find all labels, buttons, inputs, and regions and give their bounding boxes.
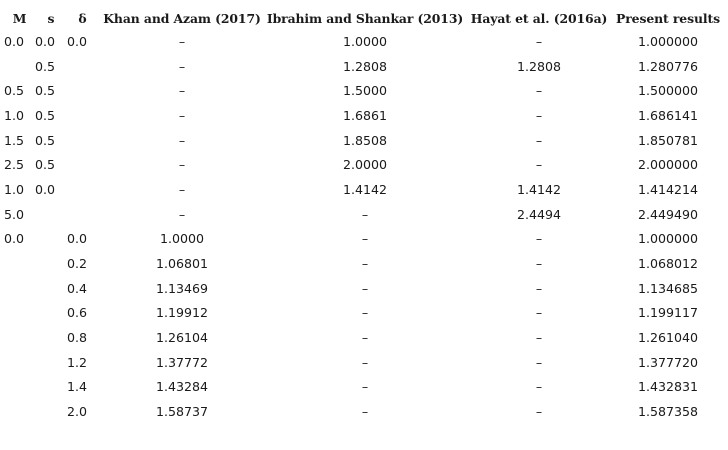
cell-khan-azam: – (178, 157, 186, 173)
cell-m (4, 301, 35, 326)
cell-ibrahim-shankar: – (361, 280, 369, 296)
cell-khan-azam: – (178, 107, 186, 123)
table-row (4, 350, 722, 375)
cell-ibrahim-shankar: 1.6861 (342, 107, 388, 123)
cell-delta (67, 54, 98, 79)
cell-hayat: – (535, 231, 543, 247)
header-khan-azam: Khan and Azam (2017) (103, 10, 261, 26)
cell-khan-azam: 1.43284 (155, 379, 209, 395)
cell-m (4, 375, 35, 400)
cell-delta (67, 177, 98, 202)
cell-ibrahim-shankar: – (361, 404, 369, 420)
cell-delta (67, 78, 98, 103)
table-row (4, 375, 722, 400)
cell-delta: 0.8 (67, 330, 88, 346)
cell-m: 5.0 (4, 206, 25, 222)
cell-hayat: 2.4494 (516, 206, 562, 222)
cell-s (35, 227, 67, 252)
cell-m: 1.0 (4, 107, 25, 123)
cell-khan-azam: – (178, 83, 186, 99)
cell-delta: 2.0 (67, 404, 88, 420)
cell-hayat: – (535, 354, 543, 370)
cell-delta: 0.2 (67, 256, 88, 272)
table-row (4, 301, 722, 326)
cell-s (35, 399, 67, 424)
cell-delta (67, 202, 98, 227)
cell-s: 0.5 (35, 132, 56, 148)
cell-hayat: – (535, 280, 543, 296)
cell-present-results: 1.000000 (637, 33, 699, 49)
table-body (4, 29, 722, 424)
cell-m (4, 251, 35, 276)
cell-hayat: – (535, 330, 543, 346)
cell-present-results: 1.199117 (637, 305, 699, 321)
cell-m: 0.0 (4, 33, 25, 49)
cell-delta: 0.4 (67, 280, 88, 296)
table-row (4, 202, 722, 227)
cell-hayat: – (535, 33, 543, 49)
cell-ibrahim-shankar: – (361, 379, 369, 395)
table-header (4, 7, 722, 29)
cell-khan-azam: 1.37772 (155, 354, 209, 370)
table-row (4, 177, 722, 202)
cell-present-results: 1.500000 (637, 83, 699, 99)
cell-delta (67, 152, 98, 177)
cell-s: 0.5 (35, 157, 56, 173)
cell-present-results: 1.377720 (637, 354, 699, 370)
cell-khan-azam: – (178, 33, 186, 49)
cell-m: 0.5 (4, 83, 25, 99)
cell-present-results: 2.449490 (637, 206, 699, 222)
cell-ibrahim-shankar: – (361, 305, 369, 321)
cell-s: 0.5 (35, 83, 56, 99)
cell-s (35, 375, 67, 400)
cell-s (35, 325, 67, 350)
cell-ibrahim-shankar: 1.0000 (342, 33, 388, 49)
cell-present-results: 1.261040 (637, 330, 699, 346)
header-s: s (47, 10, 55, 26)
table-row (4, 29, 722, 54)
header-hayat: Hayat et al. (2016a) (470, 10, 608, 26)
cell-present-results: 1.432831 (637, 379, 699, 395)
cell-present-results: 1.068012 (637, 256, 699, 272)
table-row (4, 103, 722, 128)
cell-m (4, 350, 35, 375)
cell-s (35, 276, 67, 301)
cell-ibrahim-shankar: 1.5000 (342, 83, 388, 99)
header-delta: δ (78, 10, 87, 26)
cell-khan-azam: – (178, 58, 186, 74)
cell-s: 0.5 (35, 107, 56, 123)
table-row (4, 251, 722, 276)
cell-m (4, 276, 35, 301)
cell-m: 1.5 (4, 132, 25, 148)
cell-khan-azam: – (178, 206, 186, 222)
cell-present-results: 1.134685 (637, 280, 699, 296)
cell-khan-azam: 1.06801 (155, 256, 209, 272)
cell-s: 0.0 (35, 33, 56, 49)
cell-s (35, 350, 67, 375)
cell-khan-azam: – (178, 181, 186, 197)
cell-m: 2.5 (4, 157, 25, 173)
table-row (4, 152, 722, 177)
header-m: M (12, 10, 27, 26)
table-row (4, 227, 722, 252)
cell-s (35, 301, 67, 326)
cell-hayat: 1.4142 (516, 181, 562, 197)
results-comparison-table (4, 7, 722, 424)
cell-khan-azam: 1.0000 (159, 231, 205, 247)
cell-hayat: – (535, 305, 543, 321)
cell-hayat: 1.2808 (516, 58, 562, 74)
cell-khan-azam: 1.13469 (155, 280, 209, 296)
cell-m: 1.0 (4, 181, 25, 197)
table-row (4, 54, 722, 79)
table-row (4, 128, 722, 153)
cell-ibrahim-shankar: – (361, 256, 369, 272)
cell-s: 0.5 (35, 58, 56, 74)
cell-ibrahim-shankar: 1.4142 (342, 181, 388, 197)
cell-delta (67, 103, 98, 128)
cell-m: 0.0 (4, 231, 25, 247)
table-row (4, 399, 722, 424)
cell-hayat: – (535, 379, 543, 395)
cell-delta: 0.6 (67, 305, 88, 321)
cell-hayat: – (535, 132, 543, 148)
cell-present-results: 1.587358 (637, 404, 699, 420)
cell-ibrahim-shankar: – (361, 330, 369, 346)
cell-m (4, 325, 35, 350)
cell-delta: 1.2 (67, 354, 88, 370)
cell-khan-azam: 1.19912 (155, 305, 209, 321)
cell-present-results: 2.000000 (637, 157, 699, 173)
cell-hayat: – (535, 157, 543, 173)
cell-ibrahim-shankar: – (361, 354, 369, 370)
cell-ibrahim-shankar: 1.2808 (342, 58, 388, 74)
cell-delta: 1.4 (67, 379, 88, 395)
cell-hayat: – (535, 107, 543, 123)
cell-m (4, 54, 35, 79)
header-row (4, 7, 722, 29)
cell-ibrahim-shankar: 2.0000 (342, 157, 388, 173)
cell-ibrahim-shankar: 1.8508 (342, 132, 388, 148)
cell-delta: 0.0 (67, 33, 88, 49)
cell-present-results: 1.414214 (637, 181, 699, 197)
cell-ibrahim-shankar: – (361, 206, 369, 222)
cell-khan-azam: 1.26104 (155, 330, 209, 346)
cell-hayat: – (535, 256, 543, 272)
cell-present-results: 1.000000 (637, 231, 699, 247)
cell-hayat: – (535, 83, 543, 99)
cell-hayat: – (535, 404, 543, 420)
cell-m (4, 399, 35, 424)
cell-present-results: 1.686141 (637, 107, 699, 123)
cell-s (35, 251, 67, 276)
table-row (4, 325, 722, 350)
table-row (4, 78, 722, 103)
cell-khan-azam: – (178, 132, 186, 148)
cell-s: 0.0 (35, 181, 56, 197)
cell-ibrahim-shankar: – (361, 231, 369, 247)
table-row (4, 276, 722, 301)
header-present-results: Present results (616, 10, 720, 26)
cell-s (35, 202, 67, 227)
cell-delta (67, 128, 98, 153)
cell-khan-azam: 1.58737 (155, 404, 209, 420)
cell-delta: 0.0 (67, 231, 88, 247)
cell-present-results: 1.280776 (637, 58, 699, 74)
header-ibrahim-shankar: Ibrahim and Shankar (2013) (266, 10, 464, 26)
cell-present-results: 1.850781 (637, 132, 699, 148)
